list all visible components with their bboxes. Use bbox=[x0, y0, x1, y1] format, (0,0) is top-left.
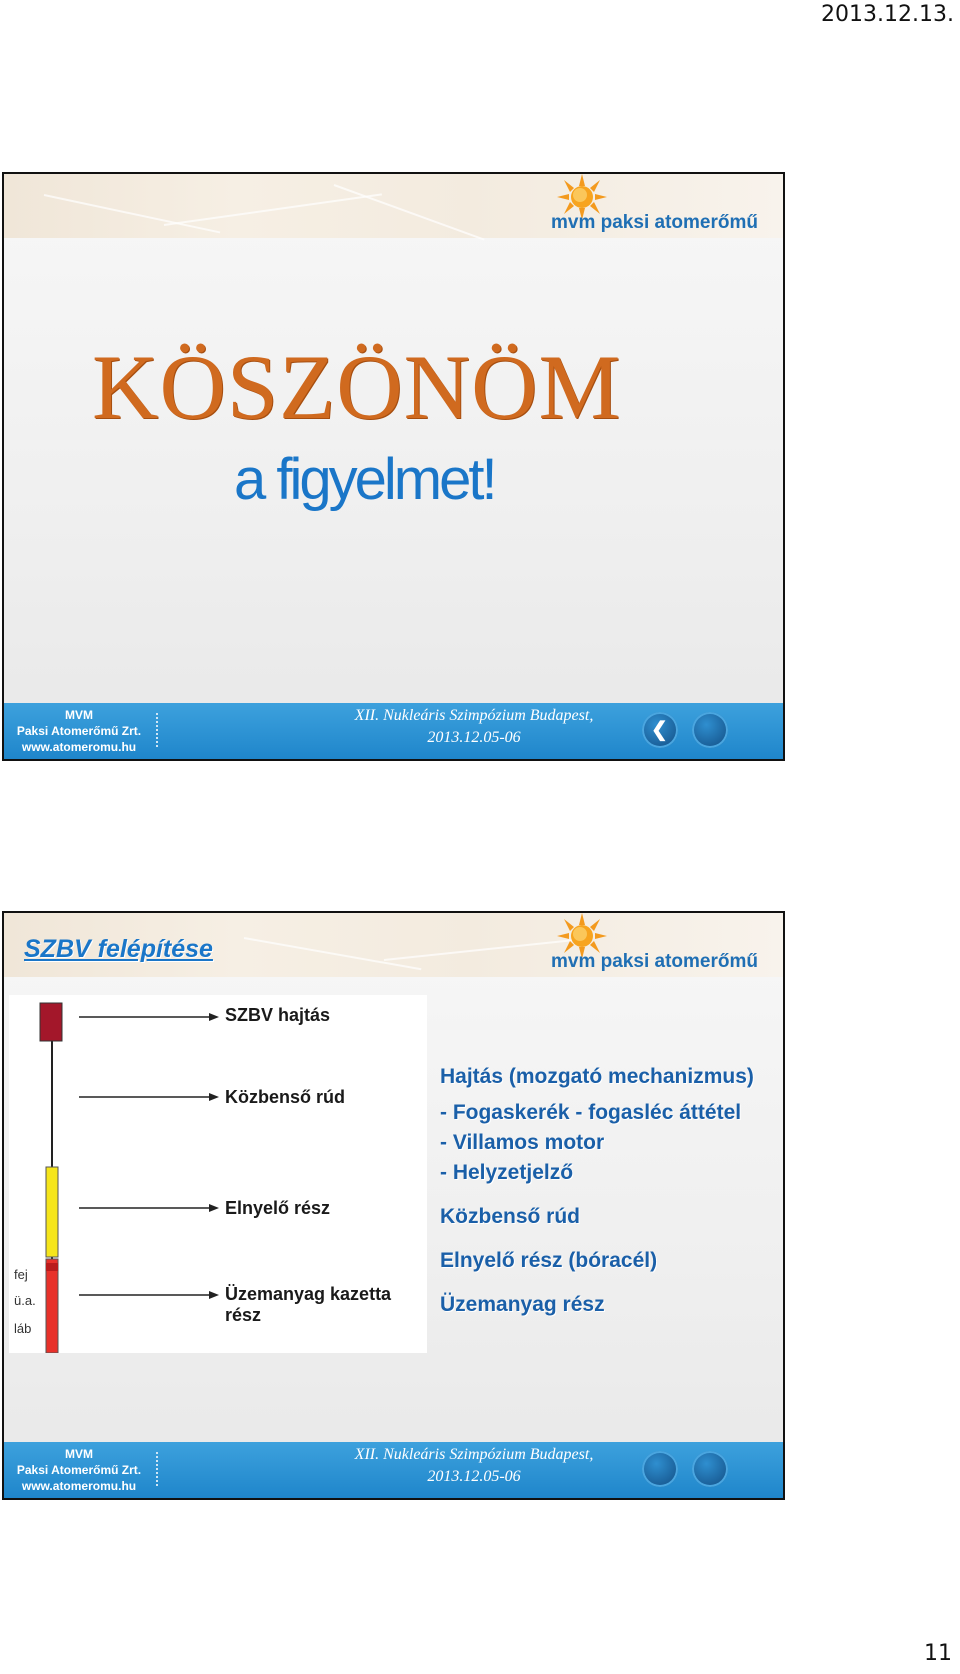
control-rod-diagram bbox=[9, 995, 427, 1353]
side-label-foot: láb bbox=[14, 1321, 32, 1336]
slide-title: SZBV felépítése bbox=[24, 935, 213, 963]
nav-back-button[interactable] bbox=[642, 712, 678, 748]
list-item: Elnyelő rész (bóracél) bbox=[440, 1249, 658, 1272]
logo-text: mvm paksi atomerőmű bbox=[551, 951, 758, 972]
list-item: - Fogaskerék - fogasléc áttétel bbox=[440, 1101, 742, 1124]
side-label-fuel: ü.a. bbox=[14, 1293, 36, 1308]
list-item: Közbenső rúd bbox=[440, 1205, 580, 1228]
mvm-logo bbox=[547, 174, 779, 238]
footer-separator bbox=[156, 713, 158, 747]
page-date: 2013.12.13. bbox=[821, 2, 954, 27]
thank-you-title: KÖSZÖNÖM bbox=[92, 336, 622, 438]
label-fuel-assembly: Üzemanyag kazetta rész bbox=[225, 1284, 392, 1325]
nav-forward-button[interactable] bbox=[692, 712, 728, 748]
side-label-head: fej bbox=[14, 1267, 28, 1282]
slide-footer bbox=[4, 1442, 783, 1498]
footer-event: XII. Nukleáris Szimpózium Budapest, 2013.12.05-06 bbox=[354, 1446, 594, 1485]
footer-event: XII. Nukleáris Szimpózium Budapest, 2013.12.05-06 bbox=[354, 707, 594, 746]
label-intermediate-rod: Közbenső rúd bbox=[225, 1087, 345, 1107]
mvm-logo bbox=[547, 913, 779, 977]
label-szbv-drive: SZBV hajtás bbox=[225, 1005, 331, 1025]
list-item: Üzemanyag rész bbox=[440, 1293, 605, 1316]
footer-org: MVM Paksi Atomerőmű Zrt. www.atomeromu.hu bbox=[16, 1447, 142, 1493]
drive-block bbox=[40, 1003, 62, 1041]
list-item: - Helyzetjelző bbox=[440, 1161, 574, 1184]
chevron-left-icon: ❮ bbox=[651, 719, 668, 741]
absorber-block bbox=[46, 1167, 58, 1257]
thank-you-subtitle: a figyelmet! bbox=[234, 447, 495, 512]
footer-separator bbox=[156, 1452, 158, 1486]
slide-thank-you bbox=[2, 172, 785, 761]
page-number: 11 bbox=[924, 1641, 952, 1666]
footer-org: MVM Paksi Atomerőmű Zrt. www.atomeromu.hu bbox=[16, 708, 142, 754]
slide-footer bbox=[4, 703, 783, 759]
list-item: - Villamos motor bbox=[440, 1131, 605, 1154]
list-item: Hajtás (mozgató mechanizmus) bbox=[440, 1065, 754, 1088]
nav-back-button[interactable] bbox=[642, 1451, 678, 1487]
logo-text: mvm paksi atomerőmű bbox=[551, 212, 758, 233]
slide-szbv-structure bbox=[2, 911, 785, 1500]
fuel-block bbox=[46, 1259, 58, 1353]
nav-forward-button[interactable] bbox=[692, 1451, 728, 1487]
label-absorber: Elnyelő rész bbox=[225, 1198, 331, 1218]
